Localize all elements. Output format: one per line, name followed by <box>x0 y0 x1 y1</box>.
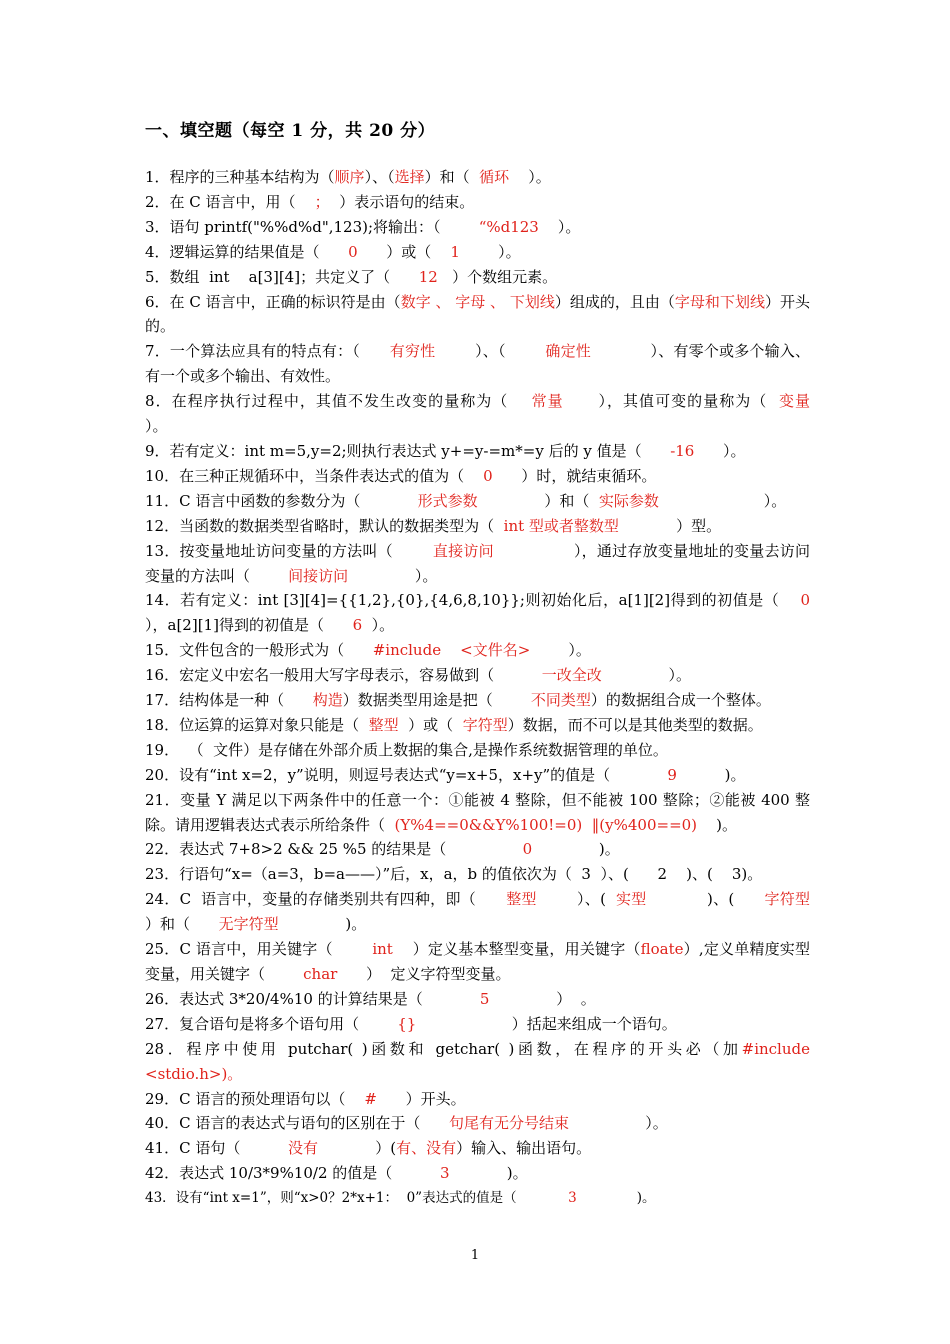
question-text: ）开头的。 <box>145 292 810 336</box>
answer-text: 循环 <box>479 168 510 186</box>
answer-text: 有穷性 <box>389 342 436 361</box>
question-text: ）输入、输出语句。 <box>456 1139 592 1158</box>
question-text: ）。 <box>362 616 395 635</box>
question-item <box>145 713 810 738</box>
question-text: ）的数据组合成一个整体。 <box>590 691 771 710</box>
question-item <box>145 190 810 215</box>
question-text: ）。 <box>658 491 787 510</box>
question-item <box>145 265 810 290</box>
answer-text: 字符型 <box>462 715 508 734</box>
question-text: 13．按变量地址访问变量的方法叫（ <box>145 541 433 560</box>
question-text: 15．文件包含的一般形式为（ <box>145 641 373 660</box>
answer-text: 5 <box>479 989 490 1008</box>
question-text: )。 <box>532 840 620 859</box>
answer-text: 6 <box>352 616 363 635</box>
question-text: ）。 <box>694 441 746 460</box>
question-text: 41．C 语句（ <box>145 1139 289 1158</box>
answer-text: 构造 <box>312 691 343 710</box>
question-text: ）。 <box>530 641 591 660</box>
question-text: ）组成的，且由（ <box>554 292 675 311</box>
answer-text: 9 <box>667 765 677 784</box>
answer-text: 变量 <box>778 392 810 411</box>
answer-text: 实际参数 <box>598 491 659 510</box>
question-text: 14．若有定义：int [3][4]={{1,2},{0},{4,6,8,10}};则初始化后，a[1][2]得到的初值是（ <box>145 591 801 610</box>
question-item <box>145 837 810 862</box>
question-text: ），其值可变的量称为（ <box>563 392 779 411</box>
question-text: ）开头。 <box>376 1089 466 1108</box>
answer-text: 句尾有无分号结束 <box>448 1114 569 1133</box>
question-text: ）或（ <box>398 715 463 734</box>
question-text: ）或（ <box>357 242 451 261</box>
question-item <box>145 1186 810 1211</box>
answer-text: 0 <box>483 466 493 485</box>
answer-text: int <box>372 940 393 959</box>
question-item <box>145 1037 815 1087</box>
question-text: ）。 <box>459 242 521 261</box>
question-text: ）。 <box>348 566 438 585</box>
question-item <box>145 489 810 514</box>
question-text: 11．C 语言中函数的参数分为（ <box>145 491 418 510</box>
answer-text: 字母和下划线 <box>674 292 765 311</box>
answer-text: 选择 <box>394 168 425 186</box>
question-item <box>145 1087 810 1112</box>
question-text: 16．宏定义中宏名一般用大写字母表示，容易做到（ <box>145 666 542 685</box>
question-item <box>145 514 810 539</box>
answer-text: 没有 <box>288 1139 319 1158</box>
answer-text: 常量 <box>531 392 564 411</box>
question-text: ）。 <box>145 392 849 436</box>
answer-text: ； <box>314 192 330 211</box>
question-item <box>145 1012 810 1037</box>
section-title: 一、填空题（每空 1 分，共 20 分） <box>145 121 436 141</box>
question-text: ）、( <box>536 890 616 909</box>
question-text: 23．行语句“x=（a=3，b=a——）”后，x，a，b 的值依次为（ 3 ）、( 2 )、( 3)。 <box>145 865 763 884</box>
answer-text: 顺序 <box>334 168 365 186</box>
answer-text: 12 <box>418 267 438 286</box>
answer-text: 0 <box>348 242 358 261</box>
answer-text: 1 <box>450 242 460 261</box>
question-item <box>145 663 810 688</box>
question-text: 12．当函数的数据类型省略时，默认的数据类型为（ <box>145 516 504 535</box>
question-item <box>145 638 810 663</box>
question-text: 4．逻辑运算的结果值是（ <box>145 242 349 261</box>
question-text: )。 <box>697 815 737 834</box>
answer-text: 字符型 <box>764 890 810 909</box>
question-text: )。 <box>278 915 367 934</box>
question-text: ）。 <box>538 217 581 236</box>
question-item <box>145 539 810 589</box>
question-item <box>145 389 849 439</box>
question-text: 2．在 C 语言中，用（ <box>145 192 315 211</box>
question-text: ）个数组元素。 <box>437 267 558 286</box>
question-text: ）、有零个或多个输入、有一个或多个输出、有效性。 <box>145 342 810 386</box>
question-item <box>145 240 810 265</box>
answer-text: 有、没有 <box>396 1139 457 1158</box>
question-text: 42．表达式 10/3*9%10/2 的值是（ <box>145 1164 440 1183</box>
question-text: ） 定义字符型变量。 <box>337 965 511 983</box>
page-number: 1 <box>470 1248 480 1263</box>
question-text: ）型。 <box>618 516 722 535</box>
question-item <box>145 738 810 763</box>
question-text: 26．表达式 3*20/4%10 的计算结果是（ <box>145 989 480 1008</box>
question-list <box>145 165 877 1211</box>
question-text: 8．在程序执行过程中，其值不发生改变的量称为（ <box>145 392 532 411</box>
question-item <box>145 1161 810 1186</box>
question-text: ），a[2][1]得到的初值是（ <box>145 591 839 635</box>
question-text: ）( <box>318 1139 397 1158</box>
question-text: 5．数组 int a[3][4]；共定义了（ <box>145 267 419 286</box>
question-text: 28．程序中使用 putchar( )函数和 getchar( )函数，在程序的开头必（加 <box>145 1039 742 1058</box>
question-text: 17．结构体是一种（ <box>145 691 313 710</box>
question-text: 3．语句 printf("%%d%d",123);将输出：（ <box>145 217 479 236</box>
question-item <box>145 987 810 1012</box>
question-text: ）时，就结束循环。 <box>492 466 657 485</box>
answer-text: 3 <box>439 1164 450 1183</box>
question-text: 20．设有“int x=2，y”说明，则逗号表达式“y=x+5，x+y”的值是（ <box>145 765 668 784</box>
answer-text: 数字 、 字母 、 下划线 <box>400 292 555 311</box>
question-text: )。 <box>676 765 746 784</box>
question-text: ），通过存放变量地址的变量去访问变量的方法叫（ <box>145 541 810 585</box>
question-text: 9．若有定义：int m=5,y=2;则执行表达式 y+=y-=m*=y 后的 y 值是（ <box>145 441 671 460</box>
question-item <box>145 937 810 987</box>
answer-text: 0 <box>800 591 810 610</box>
question-text: 22．表达式 7+8>2 && 25 %5 的结果是（ <box>145 840 523 859</box>
answer-text: # <box>364 1089 377 1108</box>
question-text: ）数据类型用途是把（ <box>342 691 531 710</box>
answer-text: 不同类型 <box>530 691 591 710</box>
question-text: 24．C 语言中，变量的存储类别共有四种，即（ <box>145 890 507 909</box>
answer-text: 实型 <box>616 890 647 909</box>
question-item <box>145 215 810 240</box>
question-item <box>145 588 839 638</box>
answer-text: 无字符型 <box>218 915 279 934</box>
question-text: 19． （ 文件）是存储在外部介质上数据的集合,是操作系统数据管理的单位。 <box>145 740 668 759</box>
question-text: 40．C 语言的表达式与语句的区别在于（ <box>145 1114 449 1133</box>
question-item <box>145 887 877 937</box>
answer-text: 形式参数 <box>417 491 478 510</box>
question-text: 29．C 语言的预处理语句以（ <box>145 1089 365 1108</box>
question-text: ）和（ <box>477 491 599 510</box>
question-text: ）,定义单精度实型变量，用关键字（ <box>145 940 810 983</box>
answer-text: 直接访问 <box>432 541 494 560</box>
question-text: 7．一个算法应具有的特点有：（ <box>145 342 390 361</box>
question-item <box>145 165 810 190</box>
question-text: )。 <box>449 1164 528 1183</box>
question-text: 6．在 C 语言中，正确的标识符是由（ <box>145 292 401 311</box>
question-text: 25．C 语言中，用关键字（ <box>145 940 373 959</box>
question-text: ）。 <box>509 168 551 186</box>
question-item <box>145 788 810 838</box>
question-item <box>145 439 810 464</box>
question-text: ）定义基本整型变量，用关键字（ <box>392 940 641 959</box>
question-text: 27．复合语句是将多个语句用（ <box>145 1014 398 1033</box>
question-item <box>145 1136 810 1161</box>
answer-text: (Y%4==0&&Y%100!=0) ‖(y%400==0) <box>394 815 698 834</box>
question-text: ）和（ <box>424 168 480 186</box>
answer-text: 3 <box>568 1190 577 1207</box>
answer-text: {} <box>397 1014 417 1033</box>
question-text: 10．在三种正规循环中，当条件表达式的值为（ <box>145 466 484 485</box>
answer-text: “%d123 <box>478 217 539 236</box>
answer-text: int 型或者整数型 <box>503 516 619 535</box>
question-text: )、( <box>646 890 765 909</box>
answer-text: 间接访问 <box>288 566 349 585</box>
question-text: ） 。 <box>489 989 596 1008</box>
question-text: ）表示语句的结束。 <box>329 192 475 211</box>
answer-text: #include <stdio.h>)。 <box>145 1039 815 1083</box>
question-text: ）、（ <box>435 342 546 361</box>
answer-text: 0 <box>522 840 533 859</box>
question-text: ）和（ <box>145 890 877 934</box>
question-text: 18．位运算的运算对象只能是（ <box>145 715 369 734</box>
question-text: 43．设有“int x=1”，则“x>0？2*x+1： 0”表达式的值是（ <box>145 1190 569 1207</box>
answer-text: 整型 <box>506 890 537 909</box>
question-text: ）、（ <box>364 168 395 186</box>
question-text: 1．程序的三种基本结构为（ <box>145 168 335 186</box>
question-item <box>145 862 810 887</box>
question-item <box>145 464 810 489</box>
answer-text: #include <文件名> <box>372 641 531 660</box>
answer-text: 整型 <box>368 715 399 734</box>
question-text: ）。 <box>601 666 692 685</box>
answer-text: -16 <box>670 441 695 460</box>
answer-text: 一改全改 <box>541 666 602 685</box>
question-text: ）。 <box>568 1114 668 1133</box>
question-item <box>145 763 810 788</box>
question-text: 21．变量 Y 满足以下两条件中的任意一个：①能被 4 整除，但不能被 100 整除；②能被 400 整除。请用逻辑表达式表示所给条件（ <box>145 790 810 834</box>
question-item <box>145 290 810 340</box>
question-item <box>145 339 810 389</box>
question-text: ）数据，而不可以是其他类型的数据。 <box>507 715 763 734</box>
answer-text: 确定性 <box>545 342 591 361</box>
question-text: ）括起来组成一个语句。 <box>416 1014 677 1033</box>
question-text: )。 <box>576 1190 656 1207</box>
answer-text: floate <box>640 940 684 959</box>
answer-text: char <box>303 965 338 983</box>
question-item <box>145 1111 810 1136</box>
question-item <box>145 688 810 713</box>
